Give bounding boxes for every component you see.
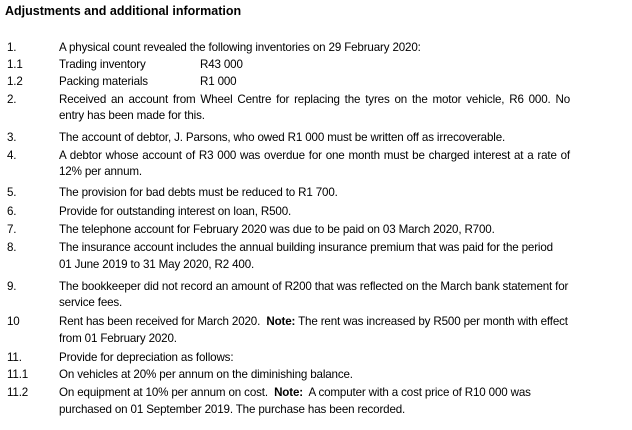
note-label: Note: bbox=[266, 315, 296, 328]
item-text: On vehicles at 20% per annum on the diminishing balance. bbox=[59, 368, 353, 381]
item-text-continued: entry has been made for this. bbox=[59, 109, 205, 122]
item-number: 11. bbox=[7, 351, 22, 364]
item-text: Packing materials bbox=[59, 75, 148, 88]
item-number: 8. bbox=[7, 241, 17, 254]
item-number: 4. bbox=[7, 149, 17, 162]
item-number: 1. bbox=[7, 41, 17, 54]
item-number: 11.2 bbox=[7, 386, 29, 399]
item-value: R1 000 bbox=[200, 75, 237, 88]
item-number: 5. bbox=[7, 186, 17, 199]
item-text: The insurance account includes the annual building insurance premium that was paid for the period bbox=[59, 241, 553, 254]
note-label: Note: bbox=[274, 386, 303, 399]
item-number: 1.2 bbox=[7, 75, 23, 88]
item-text: The provision for bad debts must be reduced to R1 700. bbox=[59, 186, 338, 199]
item-text: Trading inventory bbox=[59, 58, 146, 71]
item-text-continued: 01 June 2019 to 31 May 2020, R2 400. bbox=[59, 258, 255, 271]
item-value: R43 000 bbox=[200, 58, 243, 71]
note-text: The rent was increased by R500 per month with effect bbox=[298, 315, 568, 328]
item-number: 7. bbox=[7, 223, 17, 236]
item-text: Provide for outstanding interest on loan, R500. bbox=[59, 205, 292, 218]
item-number: 6. bbox=[7, 205, 17, 218]
item-text-main: Rent has been received for March 2020. bbox=[59, 315, 261, 328]
item-text bbox=[59, 315, 568, 329]
item-number: 2. bbox=[7, 93, 17, 106]
item-number: 9. bbox=[7, 280, 17, 293]
item-number: 1.1 bbox=[7, 58, 23, 71]
note-text: A computer with a cost price of R10 000 was bbox=[308, 386, 531, 399]
item-text-continued: service fees. bbox=[59, 296, 123, 309]
item-text: A physical count revealed the following inventories on 29 February 2020: bbox=[59, 41, 421, 54]
item-number: 11.1 bbox=[7, 368, 29, 381]
item-text-continued: 12% per annum. bbox=[59, 165, 142, 178]
item-text: Received an account from Wheel Centre for replacing the tyres on the motor vehicle, R6 000. No bbox=[59, 93, 570, 106]
item-text: The telephone account for February 2020 was due to be paid on 03 March 2020, R700. bbox=[59, 223, 495, 236]
item-text: A debtor whose account of R3 000 was overdue for one month must be charged interest at a rate of bbox=[59, 149, 570, 162]
item-text: The bookkeeper did not record an amount of R200 that was reflected on the March bank statement for bbox=[59, 280, 569, 293]
item-text bbox=[59, 386, 531, 400]
item-text: The account of debtor, J. Parsons, who owed R1 000 must be written off as irrecoverable. bbox=[59, 131, 506, 144]
item-text-continued: purchased on 01 September 2019. The purchase has been recorded. bbox=[59, 403, 406, 416]
item-text-continued: from 01 February 2020. bbox=[59, 332, 177, 345]
item-text-main: On equipment at 10% per annum on cost. bbox=[59, 386, 268, 399]
item-number: 3. bbox=[7, 131, 17, 144]
document-heading: Adjustments and additional information bbox=[5, 4, 242, 18]
item-number: 10 bbox=[7, 315, 20, 328]
item-text: Provide for depreciation as follows: bbox=[59, 351, 234, 364]
